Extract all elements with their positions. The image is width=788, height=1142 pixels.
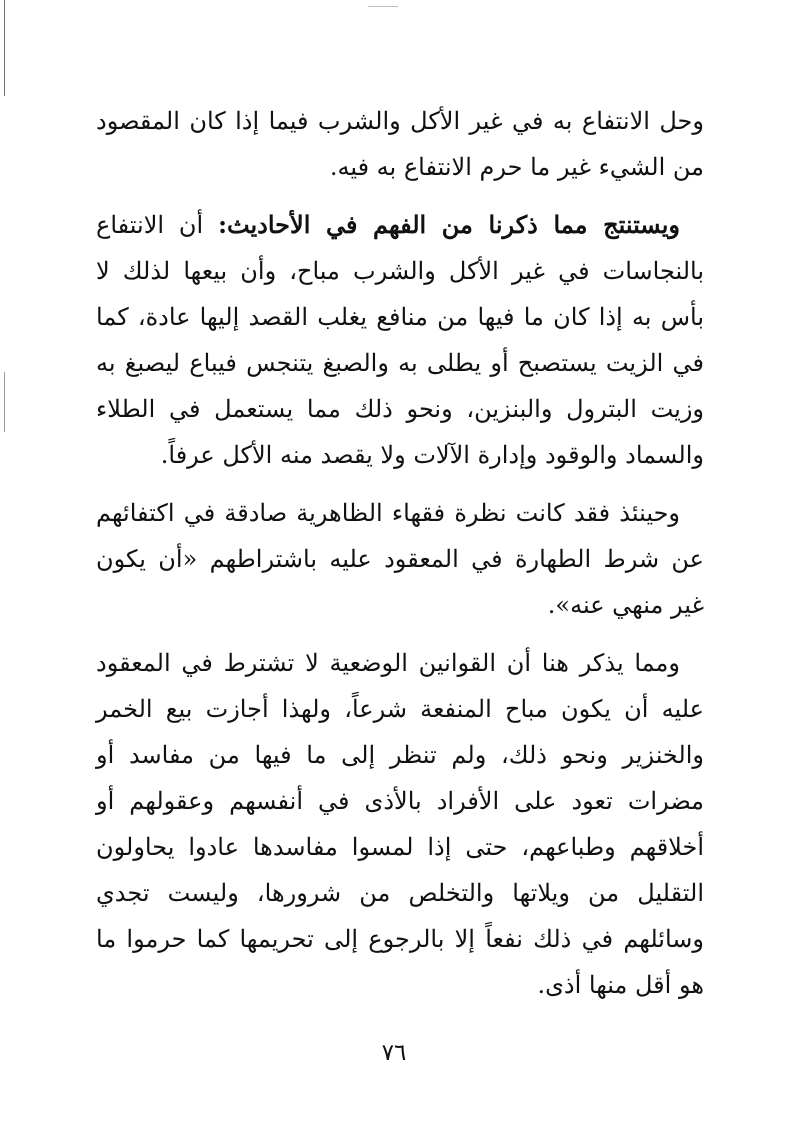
page-body — [96, 98, 704, 1020]
paragraph-2 — [96, 202, 704, 478]
paragraph-4 — [96, 640, 704, 1008]
page-number: ٧٦ — [381, 1040, 407, 1066]
paragraph-1 — [96, 98, 704, 190]
scan-edge-line — [4, 372, 5, 432]
paragraph-lead: ويستنتج مما ذكرنا من الفهم في الأحاديث: — [218, 210, 680, 239]
top-rule — [368, 6, 398, 7]
paragraph-text: وحينئذ فقد كانت نظرة فقهاء الظاهرية صادقة في اكتفائهم عن شرط الطهارة في المعقود عليه باشتراطهم «أن يكون غير منهي عنه». — [96, 499, 704, 619]
scan-edge-line — [4, 0, 5, 96]
paragraph-text: ومما يذكر هنا أن القوانين الوضعية لا تشترط في المعقود عليه أن يكون مباح المنفعة شرعاً، ولهذا أجازت بيع الخمر والخنزير ونحو ذلك، ولم تنظر إلى ما فيها من مفاسد أو مضرات تعود على الأفراد بالأذى في أنفسهم وعقولهم أو أخلاقهم وطباعهم، حتى إذا لمسوا مفاسدها عادوا يحاولون التقليل من ويلاتها والتخلص من شرورها، وليست تجدي وسائلهم في ذلك نفعاً إلا بالرجوع إلى تحريمها كما حرموا ما هو أقل منها أذى. — [96, 649, 704, 999]
paragraph-text: وحل الانتفاع به في غير الأكل والشرب فيما إذا كان المقصود من الشيء غير ما حرم الانتفاع به فيه. — [96, 107, 704, 181]
paragraph-3 — [96, 490, 704, 628]
paragraph-text: أن الانتفاع بالنجاسات في غير الأكل والشرب مباح، وأن بيعها لذلك لا بأس به إذا كان ما فيها من منافع يغلب القصد إليها عادة، كما في الزيت يستصبح أو يطلى به والصبغ يتنجس فيباع ليصبغ به وزيت البترول والبنزين، ونحو ذلك مما يستعمل في الطلاء والسماد والوقود وإدارة الآلات ولا يقصد منه الأكل عرفاً. — [96, 211, 705, 469]
